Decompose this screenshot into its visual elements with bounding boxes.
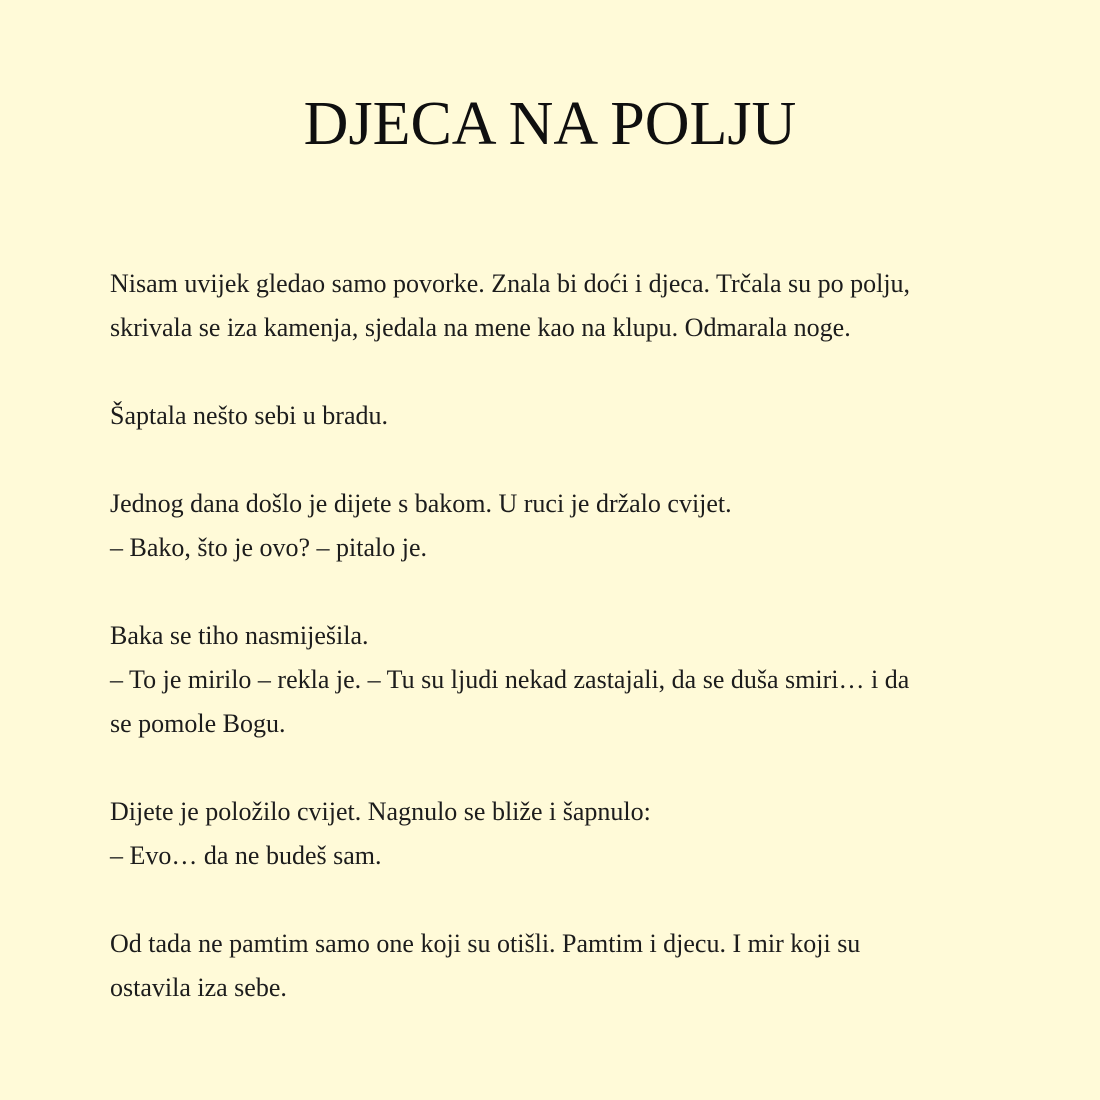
paragraph-line: Nisam uvijek gledao samo povorke. Znala bi doći i djeca. Trčala su po polju, (110, 269, 911, 298)
dialogue-line: – To je mirilo – rekla je. – Tu su ljudi nekad zastajali, da se duša smiri… i da (110, 665, 910, 694)
paragraph-whispering (110, 394, 1010, 438)
paragraph-child-with-grandma (110, 482, 1010, 570)
paragraph-flower-placed (110, 790, 1010, 878)
paragraph-line: Jednog dana došlo je dijete s bakom. U ruci je držalo cvijet. (110, 489, 732, 518)
paragraph-grandma-answer (110, 614, 1010, 746)
paragraph-line: ostavila iza sebe. (110, 973, 287, 1002)
story-body (110, 262, 1010, 1054)
paragraph-line: Od tada ne pamtim samo one koji su otišli. Pamtim i djecu. I mir koji su (110, 929, 861, 958)
dialogue-line: se pomole Bogu. (110, 709, 286, 738)
paragraph-line: Šaptala nešto sebi u bradu. (110, 401, 388, 430)
paragraph-remembering (110, 922, 1010, 1010)
dialogue-line: – Evo… da ne budeš sam. (110, 841, 382, 870)
paragraph-line: skrivala se iza kamenja, sjedala na mene kao na klupu. Odmarala noge. (110, 313, 851, 342)
paragraph-line: Baka se tiho nasmiješila. (110, 621, 369, 650)
paragraph-children-in-field (110, 262, 1010, 350)
page-title: DJECA NA POLJU (303, 90, 797, 158)
paragraph-line: Dijete je položilo cvijet. Nagnulo se bliže i šapnulo: (110, 797, 651, 826)
dialogue-line: – Bako, što je ovo? – pitalo je. (110, 533, 428, 562)
